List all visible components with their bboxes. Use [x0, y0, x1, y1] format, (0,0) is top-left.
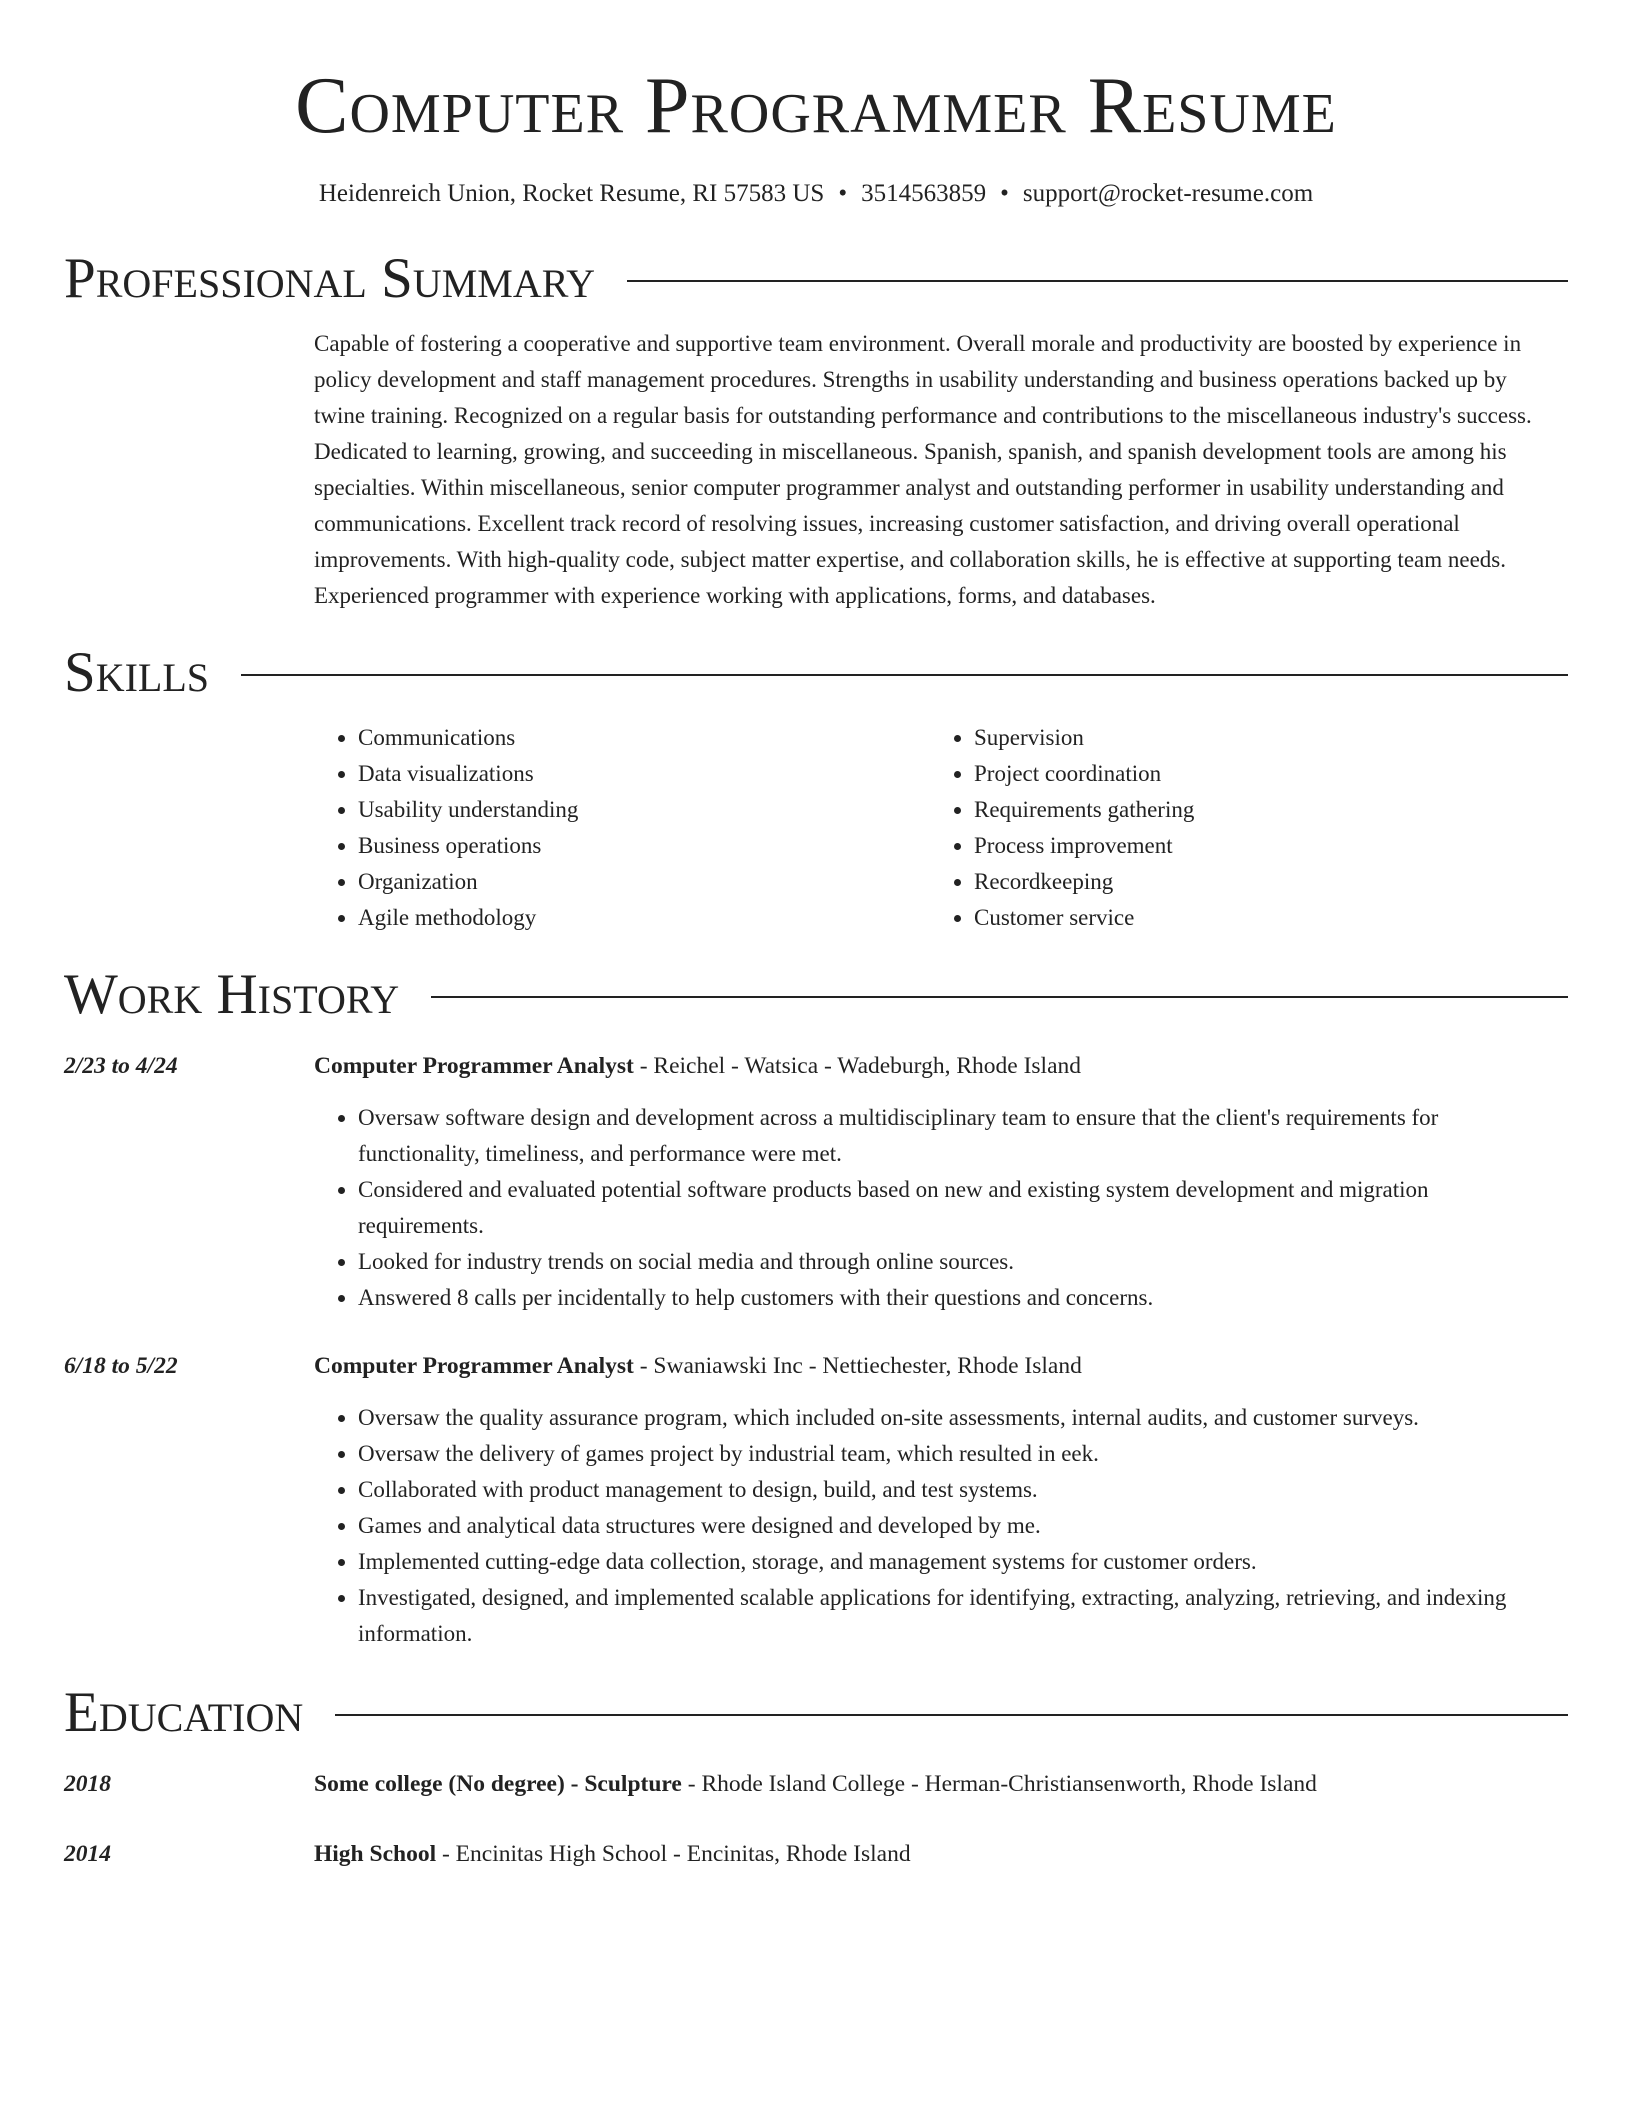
job-entry — [64, 1348, 1568, 1652]
skill-item: • Process improvement — [974, 828, 1546, 864]
section-divider — [431, 996, 1568, 998]
skill-item: • Customer service — [974, 900, 1546, 936]
skills-heading: Skills — [64, 641, 210, 704]
section-divider — [627, 280, 1568, 282]
work-section-heading — [64, 962, 1568, 1028]
job-bullets — [314, 1400, 1560, 1652]
contact-phone: 3514563859 — [861, 180, 987, 207]
skill-item: • Organization — [358, 864, 930, 900]
skills-list — [314, 720, 1568, 936]
contact-email: support@rocket-resume.com — [1022, 180, 1314, 207]
job-title-line — [314, 1048, 1081, 1084]
job-bullet: • Oversaw the quality assurance program, which included on-site assessments, internal audits, and customer surveys. — [358, 1400, 1560, 1436]
job-header — [64, 1348, 1568, 1384]
job-dates: 6/18 to 5/22 — [64, 1353, 178, 1379]
resume-page — [64, 0, 1568, 1872]
job-bullet: • Looked for industry trends on social media and through online sources. — [358, 1244, 1560, 1280]
education-line — [314, 1836, 911, 1872]
skill-item: • Project coordination — [974, 756, 1546, 792]
education-section-heading — [64, 1680, 1568, 1746]
resume-title: Computer Programmer Resume — [295, 62, 1337, 150]
skill-item: • Agile methodology — [358, 900, 930, 936]
summary-section-heading — [64, 246, 1568, 312]
skills-column-left — [314, 720, 930, 936]
job-entry — [64, 1048, 1568, 1316]
job-employer: - Reichel - Watsica - Wadeburgh, Rhode Island — [633, 1053, 1081, 1079]
job-bullet: • Oversaw software design and development across a multidisciplinary team to ensure that the client's requirements for functionality, timeliness, and performance were met. — [358, 1100, 1560, 1172]
job-bullet: • Investigated, designed, and implemented scalable applications for identifying, extracting, analyzing, retrieving, and indexing information. — [358, 1580, 1560, 1652]
skill-item: • Recordkeeping — [974, 864, 1546, 900]
job-dates: 2/23 to 4/24 — [64, 1053, 178, 1079]
job-title: Computer Programmer Analyst — [314, 1053, 634, 1079]
education-heading: Education — [64, 1681, 304, 1744]
section-divider — [241, 674, 1568, 676]
skill-item: • Supervision — [974, 720, 1546, 756]
contact-separator: • — [1000, 180, 1009, 207]
skills-column-right — [930, 720, 1546, 936]
job-bullet: • Answered 8 calls per incidentally to help customers with their questions and concerns. — [358, 1280, 1560, 1316]
education-year: 2018 — [64, 1771, 111, 1797]
job-bullet: • Considered and evaluated potential software products based on new and existing system development and migration requirements. — [358, 1172, 1560, 1244]
job-bullet: • Games and analytical data structures were designed and developed by me. — [358, 1508, 1560, 1544]
job-bullets — [314, 1100, 1560, 1316]
job-employer: - Swaniawski Inc - Nettiechester, Rhode Island — [633, 1353, 1082, 1379]
contact-separator: • — [838, 180, 848, 207]
job-bullet: • Implemented cutting-edge data collection, storage, and management systems for customer orders. — [358, 1544, 1560, 1580]
job-bullet: • Oversaw the delivery of games project by industrial team, which resulted in eek. — [358, 1436, 1560, 1472]
skill-item: • Requirements gathering — [974, 792, 1546, 828]
education-school: - Rhode Island College - Herman-Christiansenworth, Rhode Island — [681, 1771, 1317, 1797]
skill-item: • Usability understanding — [358, 792, 930, 828]
work-heading: Work History — [64, 963, 400, 1026]
summary-heading: Professional Summary — [64, 247, 596, 310]
section-divider — [335, 1714, 1568, 1716]
skill-item: • Communications — [358, 720, 930, 756]
skill-item: • Business operations — [358, 828, 930, 864]
education-line — [314, 1766, 1317, 1802]
education-school: - Encinitas High School - Encinitas, Rhode Island — [436, 1841, 911, 1867]
summary-text: Capable of fostering a cooperative and supportive team environment. Overall morale and productivity are boosted by experience in policy development and staff management procedures. Strengths in usability understanding and business operations backed up by twine training. Recognized on a regular basis for outstanding performance and contributions to the miscellaneous industry's success. Dedicated to learning, growing, and succeeding in miscellaneous. Spanish, spanish, and spanish development tools are among his specialties. Within miscellaneous, senior computer programmer analyst and outstanding performer in usability understanding and communications. Excellent track record of resolving issues, increasing customer satisfaction, and driving overall operational improvements. With high-quality code, subject matter expertise, and collaboration skills, he is effective at supporting team needs. Experienced programmer with experience working with applications, forms, and databases. — [314, 331, 1532, 608]
job-title-line — [314, 1348, 1082, 1384]
education-entry — [64, 1766, 1568, 1802]
contact-line — [64, 178, 1568, 210]
education-degree: Some college (No degree) - Sculpture — [314, 1771, 682, 1797]
education-entry — [64, 1836, 1568, 1872]
job-bullet: • Collaborated with product management to design, build, and test systems. — [358, 1472, 1560, 1508]
job-title: Computer Programmer Analyst — [314, 1353, 634, 1379]
education-year: 2014 — [64, 1841, 111, 1867]
job-header — [64, 1048, 1568, 1084]
skills-section-heading — [64, 640, 1568, 706]
education-degree: High School — [314, 1841, 437, 1867]
skill-item: • Data visualizations — [358, 756, 930, 792]
contact-address: Heidenreich Union, Rocket Resume, RI 57583 US — [318, 180, 825, 207]
